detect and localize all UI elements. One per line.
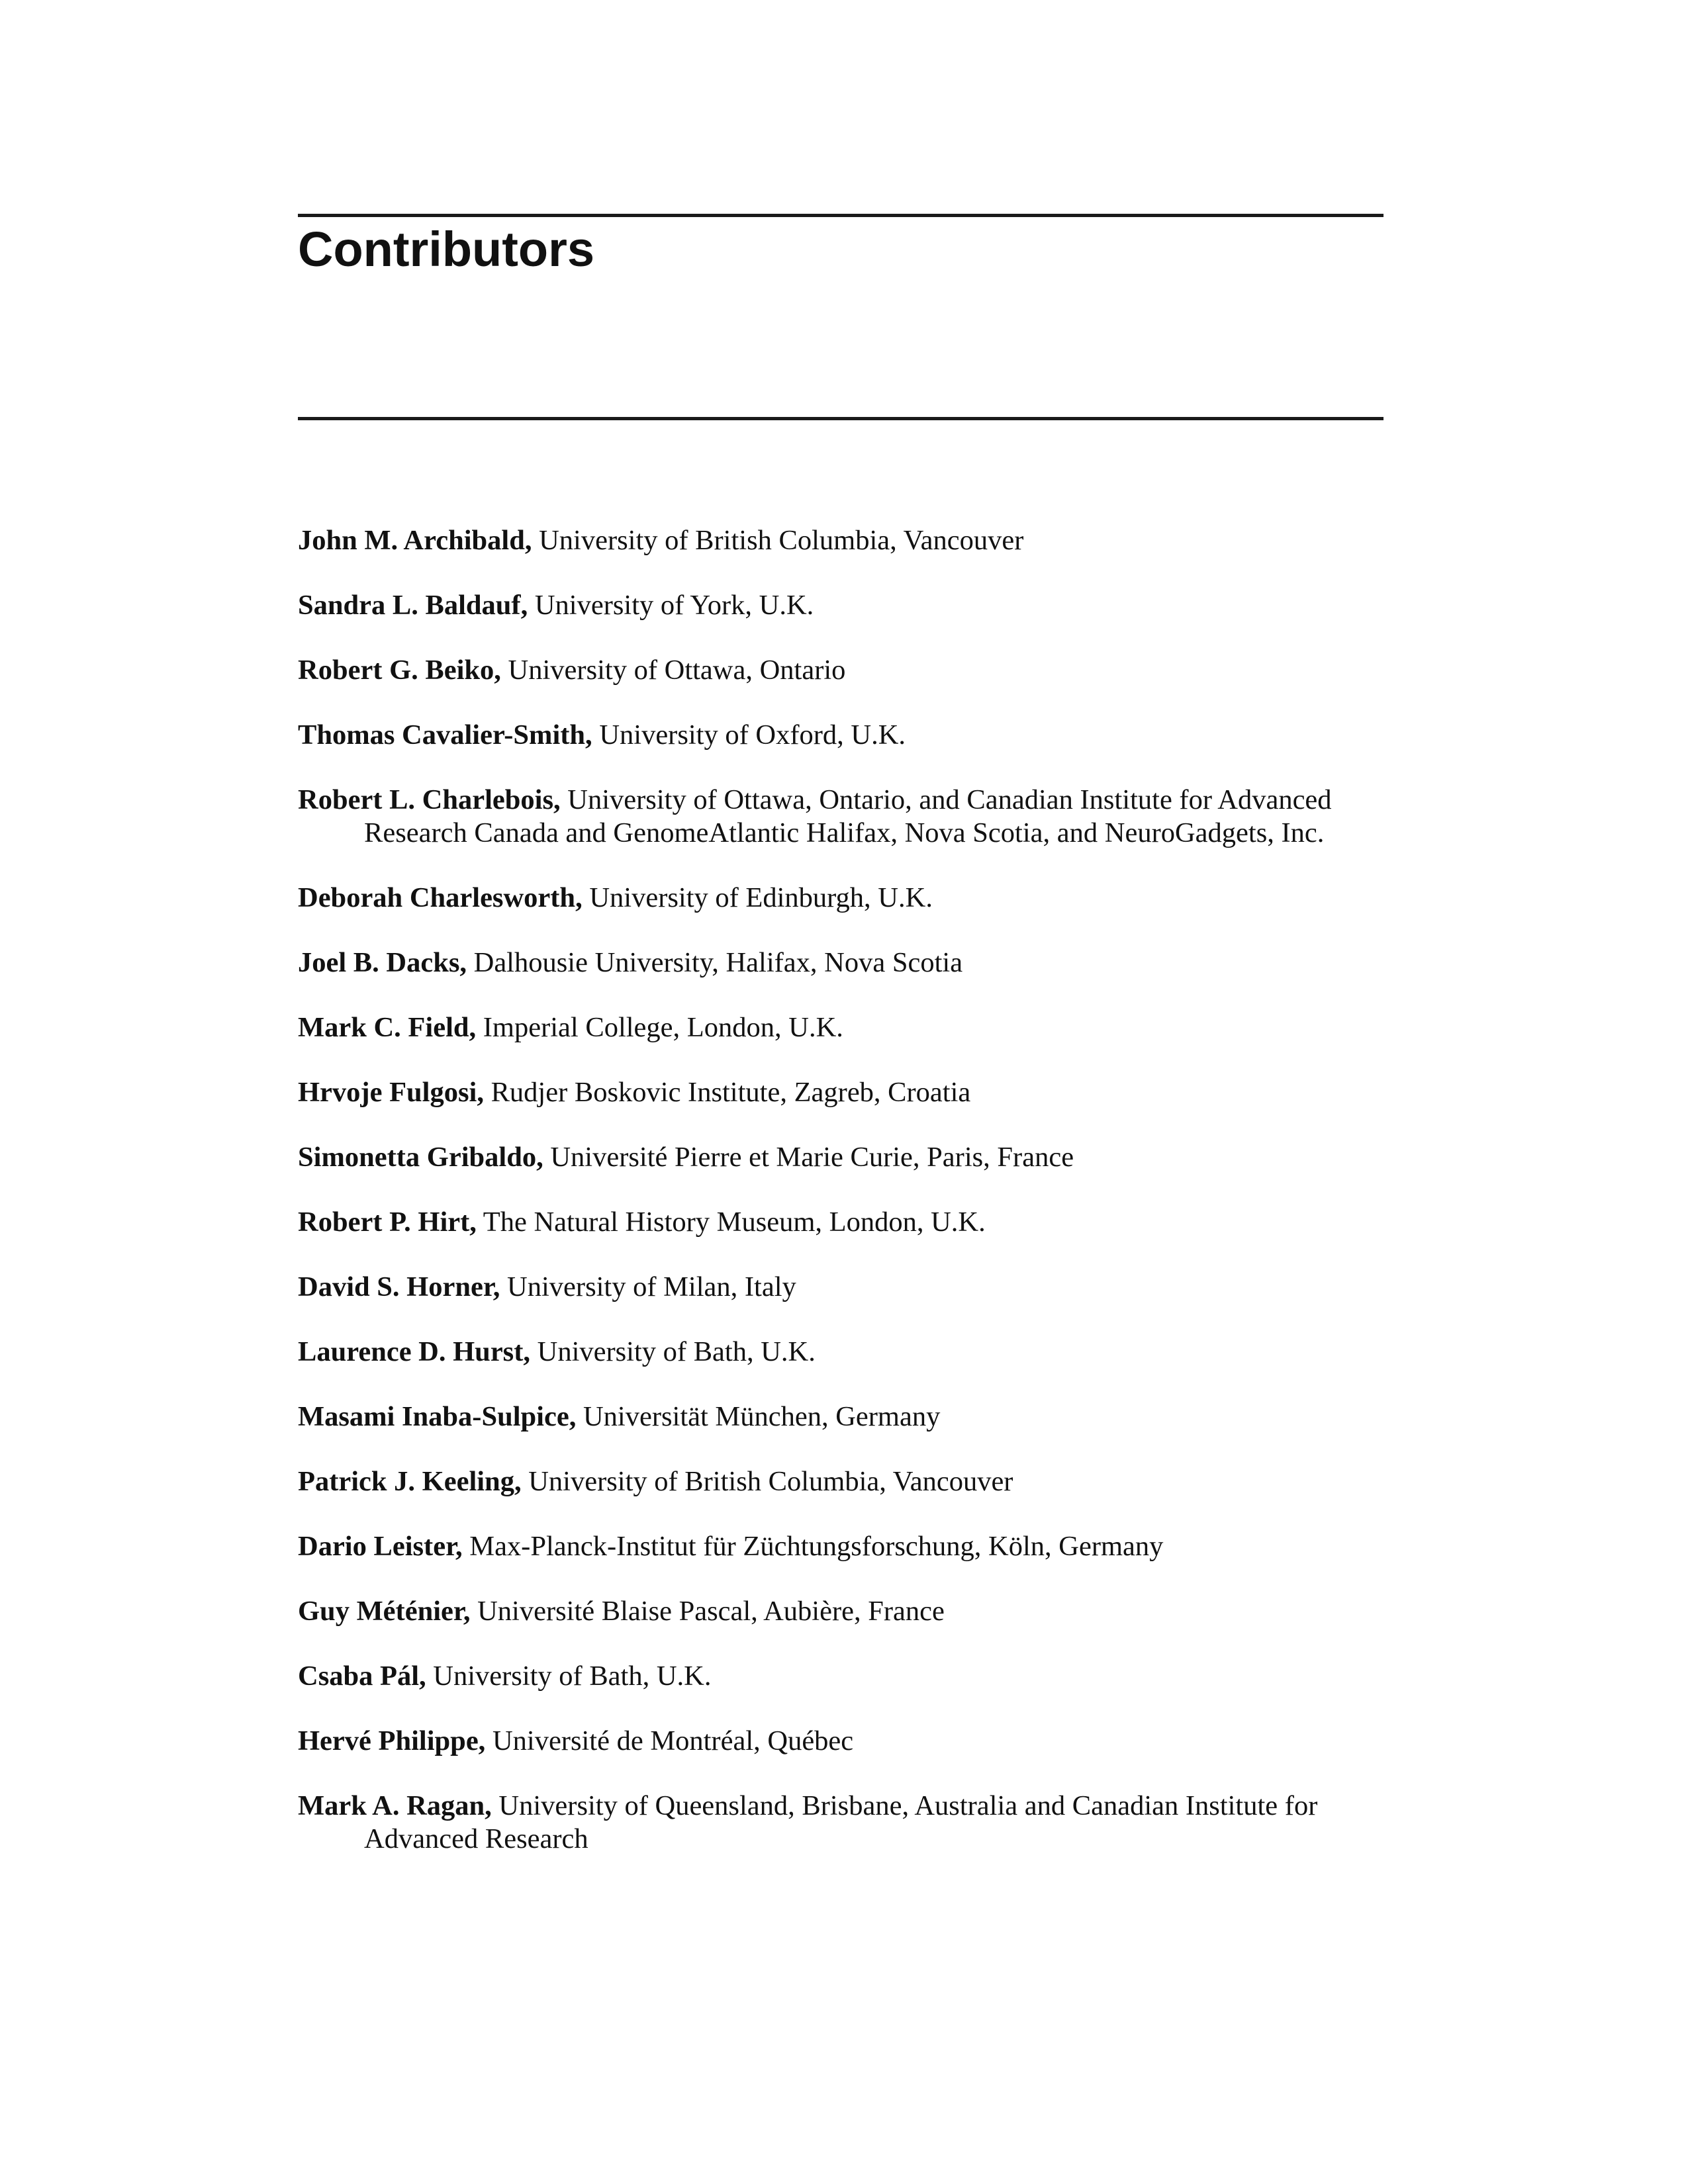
- contributor-entry: [298, 1141, 1397, 1174]
- contributor-name: Thomas Cavalier-Smith,: [298, 719, 592, 751]
- contributor-affiliation: Dalhousie University, Halifax, Nova Scotia: [473, 947, 963, 978]
- contributor-name: Robert G. Beiko,: [298, 655, 501, 686]
- contributor-name: Csaba Pál,: [298, 1661, 426, 1692]
- contributor-entry: [298, 1465, 1397, 1498]
- contributor-list: [298, 524, 1397, 1888]
- title-rule-bottom: [298, 417, 1383, 420]
- contributor-name: Patrick J. Keeling,: [298, 1466, 522, 1497]
- contributor-affiliation: University of Milan, Italy: [507, 1271, 796, 1302]
- contributor-name: Guy Méténier,: [298, 1596, 471, 1627]
- contributor-entry: [298, 1206, 1397, 1239]
- contributor-name: Hervé Philippe,: [298, 1725, 486, 1756]
- contributor-entry: [298, 654, 1397, 687]
- contributor-name: Laurence D. Hurst,: [298, 1336, 530, 1367]
- contributor-affiliation: University of Oxford, U.K.: [599, 719, 906, 751]
- contributor-affiliation: University of Ottawa, Ontario, and Canadian Institute for Advanced Research Canada and GenomeAtlantic Halifax, Nova Scotia, and NeuroGadgets, Inc.: [364, 784, 1332, 848]
- contributor-name: Mark C. Field,: [298, 1012, 477, 1043]
- contributor-name: Simonetta Gribaldo,: [298, 1142, 543, 1173]
- contributor-affiliation: University of British Columbia, Vancouver: [528, 1466, 1013, 1497]
- contributor-entry: [298, 1011, 1397, 1044]
- contributor-entry: [298, 1790, 1397, 1856]
- contributor-entry: [298, 1660, 1397, 1693]
- contributor-name: Dario Leister,: [298, 1531, 463, 1562]
- contributor-entry: [298, 589, 1397, 622]
- contributor-name: Robert P. Hirt,: [298, 1206, 477, 1238]
- contributor-affiliation: Université Pierre et Marie Curie, Paris, France: [550, 1142, 1074, 1173]
- contributor-name: Deborah Charlesworth,: [298, 882, 583, 913]
- contributor-entry: [298, 1336, 1397, 1369]
- contributor-entry: [298, 882, 1397, 915]
- contributor-affiliation: Rudjer Boskovic Institute, Zagreb, Croatia: [491, 1077, 971, 1108]
- contributor-affiliation: University of Edinburgh, U.K.: [589, 882, 933, 913]
- contributor-name: Mark A. Ragan,: [298, 1790, 492, 1821]
- contributor-name: John M. Archibald,: [298, 525, 532, 556]
- contributor-affiliation: The Natural History Museum, London, U.K.: [483, 1206, 986, 1238]
- contributor-entry: [298, 946, 1397, 979]
- contributor-entry: [298, 719, 1397, 752]
- contributor-entry: [298, 1400, 1397, 1433]
- contributor-entry: [298, 524, 1397, 557]
- contributor-name: Joel B. Dacks,: [298, 947, 467, 978]
- contributor-affiliation: University of Bath, U.K.: [433, 1661, 712, 1692]
- contributor-affiliation: University of Ottawa, Ontario: [508, 655, 846, 686]
- contributor-entry: [298, 1725, 1397, 1758]
- contributor-affiliation: Université de Montréal, Québec: [492, 1725, 854, 1756]
- page-title: Contributors: [298, 222, 595, 277]
- contributor-entry: [298, 1271, 1397, 1304]
- contributor-affiliation: University of Bath, U.K.: [537, 1336, 816, 1367]
- contributor-name: Sandra L. Baldauf,: [298, 590, 528, 621]
- contributor-affiliation: Max-Planck-Institut für Züchtungsforschung, Köln, Germany: [469, 1531, 1164, 1562]
- contributor-affiliation: University of British Columbia, Vancouver: [539, 525, 1024, 556]
- contributor-affiliation: Imperial College, London, U.K.: [483, 1012, 843, 1043]
- contributor-name: Robert L. Charlebois,: [298, 784, 561, 815]
- contributor-name: David S. Horner,: [298, 1271, 500, 1302]
- contributor-affiliation: Universität München, Germany: [583, 1401, 941, 1432]
- contributor-affiliation: Université Blaise Pascal, Aubière, France: [477, 1596, 945, 1627]
- contributor-entry: [298, 784, 1397, 850]
- contributor-affiliation: University of Queensland, Brisbane, Australia and Canadian Institute for Advanced Research: [364, 1790, 1318, 1854]
- contributor-affiliation: University of York, U.K.: [534, 590, 814, 621]
- contributor-name: Hrvoje Fulgosi,: [298, 1077, 484, 1108]
- contributor-entry: [298, 1595, 1397, 1628]
- contributor-name: Masami Inaba-Sulpice,: [298, 1401, 577, 1432]
- contributor-entry: [298, 1076, 1397, 1109]
- contributor-entry: [298, 1530, 1397, 1563]
